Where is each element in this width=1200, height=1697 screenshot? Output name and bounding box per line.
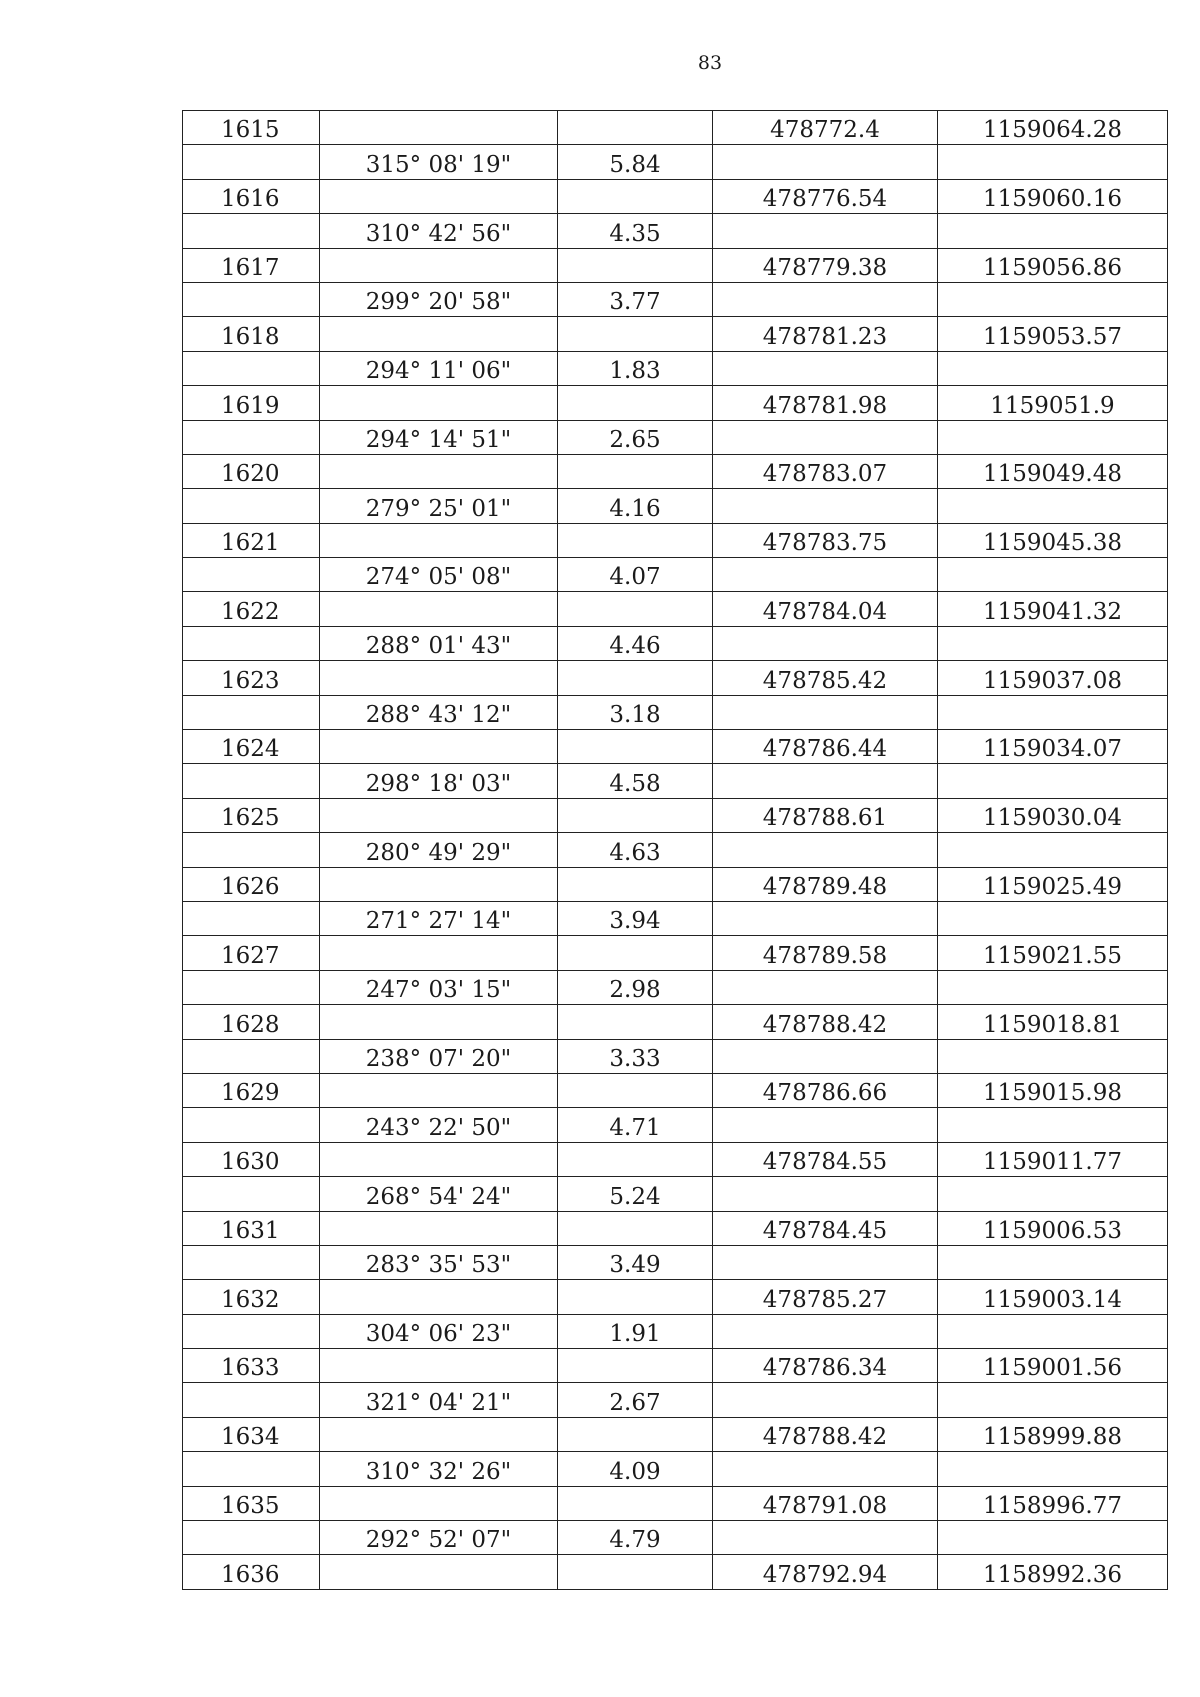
station-row — [183, 1417, 1168, 1451]
northing-cell: 478788.42 — [713, 1417, 938, 1451]
empty-cell — [183, 764, 320, 798]
station-id-cell: 1616 — [183, 179, 320, 213]
distance-cell: 4.35 — [558, 214, 713, 248]
empty-cell — [558, 248, 713, 282]
northing-cell: 478788.61 — [713, 798, 938, 832]
empty-cell — [320, 111, 558, 145]
leg-row — [183, 145, 1168, 179]
empty-cell — [713, 626, 938, 660]
station-row — [183, 523, 1168, 557]
easting-cell: 1158996.77 — [938, 1486, 1168, 1520]
station-row — [183, 798, 1168, 832]
empty-cell — [320, 730, 558, 764]
northing-cell: 478784.55 — [713, 1142, 938, 1176]
easting-cell: 1159053.57 — [938, 317, 1168, 351]
station-id-cell: 1634 — [183, 1417, 320, 1451]
easting-cell: 1159041.32 — [938, 592, 1168, 626]
empty-cell — [938, 420, 1168, 454]
page-number: 83 — [697, 52, 723, 74]
leg-row — [183, 558, 1168, 592]
distance-cell: 3.49 — [558, 1245, 713, 1279]
bearing-cell: 321° 04' 21" — [320, 1383, 558, 1417]
leg-row — [183, 282, 1168, 316]
empty-cell — [320, 661, 558, 695]
empty-cell — [320, 454, 558, 488]
station-row — [183, 179, 1168, 213]
empty-cell — [558, 798, 713, 832]
empty-cell — [183, 833, 320, 867]
bearing-cell: 288° 01' 43" — [320, 626, 558, 660]
empty-cell — [558, 1073, 713, 1107]
empty-cell — [938, 1108, 1168, 1142]
easting-cell: 1159064.28 — [938, 111, 1168, 145]
station-row — [183, 454, 1168, 488]
empty-cell — [183, 1039, 320, 1073]
easting-cell: 1159025.49 — [938, 867, 1168, 901]
bearing-cell: 294° 11' 06" — [320, 351, 558, 385]
station-row — [183, 1555, 1168, 1589]
empty-cell — [713, 1108, 938, 1142]
empty-cell — [183, 214, 320, 248]
station-row — [183, 111, 1168, 145]
empty-cell — [938, 1039, 1168, 1073]
northing-cell: 478792.94 — [713, 1555, 938, 1589]
empty-cell — [713, 1452, 938, 1486]
empty-cell — [558, 1005, 713, 1039]
distance-cell: 4.79 — [558, 1521, 713, 1555]
easting-cell: 1158992.36 — [938, 1555, 1168, 1589]
station-id-cell: 1632 — [183, 1280, 320, 1314]
station-id-cell: 1627 — [183, 936, 320, 970]
empty-cell — [183, 626, 320, 660]
station-row — [183, 661, 1168, 695]
leg-row — [183, 1108, 1168, 1142]
easting-cell: 1159049.48 — [938, 454, 1168, 488]
distance-cell: 4.09 — [558, 1452, 713, 1486]
empty-cell — [320, 592, 558, 626]
easting-cell: 1158999.88 — [938, 1417, 1168, 1451]
empty-cell — [183, 351, 320, 385]
empty-cell — [320, 1073, 558, 1107]
easting-cell: 1159018.81 — [938, 1005, 1168, 1039]
empty-cell — [713, 489, 938, 523]
bearing-cell: 298° 18' 03" — [320, 764, 558, 798]
bearing-cell: 243° 22' 50" — [320, 1108, 558, 1142]
leg-row — [183, 1521, 1168, 1555]
empty-cell — [558, 1349, 713, 1383]
empty-cell — [558, 386, 713, 420]
empty-cell — [558, 317, 713, 351]
empty-cell — [713, 1521, 938, 1555]
station-id-cell: 1622 — [183, 592, 320, 626]
easting-cell: 1159034.07 — [938, 730, 1168, 764]
leg-row — [183, 214, 1168, 248]
empty-cell — [183, 145, 320, 179]
leg-row — [183, 626, 1168, 660]
empty-cell — [558, 592, 713, 626]
distance-cell: 5.24 — [558, 1177, 713, 1211]
empty-cell — [938, 695, 1168, 729]
station-id-cell: 1618 — [183, 317, 320, 351]
empty-cell — [713, 1314, 938, 1348]
station-id-cell: 1629 — [183, 1073, 320, 1107]
empty-cell — [938, 901, 1168, 935]
empty-cell — [713, 282, 938, 316]
station-row — [183, 386, 1168, 420]
bearing-cell: 279° 25' 01" — [320, 489, 558, 523]
station-id-cell: 1635 — [183, 1486, 320, 1520]
distance-cell: 5.84 — [558, 145, 713, 179]
distance-cell: 2.65 — [558, 420, 713, 454]
station-id-cell: 1633 — [183, 1349, 320, 1383]
station-id-cell: 1631 — [183, 1211, 320, 1245]
empty-cell — [320, 1142, 558, 1176]
empty-cell — [183, 1177, 320, 1211]
empty-cell — [938, 558, 1168, 592]
empty-cell — [558, 1280, 713, 1314]
northing-cell: 478786.44 — [713, 730, 938, 764]
empty-cell — [183, 1521, 320, 1555]
empty-cell — [320, 867, 558, 901]
empty-cell — [713, 695, 938, 729]
empty-cell — [938, 970, 1168, 1004]
bearing-cell: 315° 08' 19" — [320, 145, 558, 179]
distance-cell: 2.98 — [558, 970, 713, 1004]
northing-cell: 478786.66 — [713, 1073, 938, 1107]
northing-cell: 478785.42 — [713, 661, 938, 695]
bearing-cell: 271° 27' 14" — [320, 901, 558, 935]
station-row — [183, 1349, 1168, 1383]
station-id-cell: 1625 — [183, 798, 320, 832]
empty-cell — [183, 970, 320, 1004]
distance-cell: 4.58 — [558, 764, 713, 798]
empty-cell — [713, 901, 938, 935]
leg-row — [183, 1383, 1168, 1417]
easting-cell: 1159011.77 — [938, 1142, 1168, 1176]
empty-cell — [320, 248, 558, 282]
station-row — [183, 936, 1168, 970]
empty-cell — [320, 798, 558, 832]
northing-cell: 478784.04 — [713, 592, 938, 626]
empty-cell — [713, 420, 938, 454]
empty-cell — [558, 179, 713, 213]
leg-row — [183, 901, 1168, 935]
empty-cell — [320, 1280, 558, 1314]
empty-cell — [558, 661, 713, 695]
empty-cell — [320, 317, 558, 351]
easting-cell: 1159003.14 — [938, 1280, 1168, 1314]
empty-cell — [320, 179, 558, 213]
station-row — [183, 1005, 1168, 1039]
bearing-cell: 310° 42' 56" — [320, 214, 558, 248]
empty-cell — [713, 1177, 938, 1211]
distance-cell: 2.67 — [558, 1383, 713, 1417]
easting-cell: 1159060.16 — [938, 179, 1168, 213]
table-body — [183, 111, 1168, 1590]
distance-cell: 4.63 — [558, 833, 713, 867]
station-row — [183, 730, 1168, 764]
bearing-cell: 304° 06' 23" — [320, 1314, 558, 1348]
bearing-cell: 268° 54' 24" — [320, 1177, 558, 1211]
empty-cell — [320, 1349, 558, 1383]
easting-cell: 1159015.98 — [938, 1073, 1168, 1107]
station-id-cell: 1617 — [183, 248, 320, 282]
empty-cell — [320, 386, 558, 420]
northing-cell: 478784.45 — [713, 1211, 938, 1245]
station-row — [183, 1280, 1168, 1314]
bearing-cell: 299° 20' 58" — [320, 282, 558, 316]
bearing-cell: 247° 03' 15" — [320, 970, 558, 1004]
leg-row — [183, 970, 1168, 1004]
northing-cell: 478781.98 — [713, 386, 938, 420]
northing-cell: 478789.48 — [713, 867, 938, 901]
empty-cell — [558, 111, 713, 145]
easting-cell: 1159001.56 — [938, 1349, 1168, 1383]
survey-coordinates-table — [182, 110, 1168, 1590]
station-id-cell: 1615 — [183, 111, 320, 145]
bearing-cell: 274° 05' 08" — [320, 558, 558, 592]
distance-cell: 4.16 — [558, 489, 713, 523]
station-id-cell: 1619 — [183, 386, 320, 420]
empty-cell — [938, 1521, 1168, 1555]
station-id-cell: 1630 — [183, 1142, 320, 1176]
empty-cell — [938, 1452, 1168, 1486]
bearing-cell: 292° 52' 07" — [320, 1521, 558, 1555]
bearing-cell: 288° 43' 12" — [320, 695, 558, 729]
empty-cell — [938, 282, 1168, 316]
empty-cell — [713, 214, 938, 248]
empty-cell — [713, 833, 938, 867]
easting-cell: 1159021.55 — [938, 936, 1168, 970]
empty-cell — [938, 351, 1168, 385]
northing-cell: 478791.08 — [713, 1486, 938, 1520]
distance-cell: 4.46 — [558, 626, 713, 660]
empty-cell — [713, 764, 938, 798]
easting-cell: 1159056.86 — [938, 248, 1168, 282]
empty-cell — [183, 1452, 320, 1486]
empty-cell — [938, 626, 1168, 660]
bearing-cell: 310° 32' 26" — [320, 1452, 558, 1486]
distance-cell: 3.33 — [558, 1039, 713, 1073]
station-row — [183, 867, 1168, 901]
empty-cell — [320, 1005, 558, 1039]
empty-cell — [558, 1417, 713, 1451]
bearing-cell: 294° 14' 51" — [320, 420, 558, 454]
station-id-cell: 1626 — [183, 867, 320, 901]
northing-cell: 478783.07 — [713, 454, 938, 488]
empty-cell — [558, 1555, 713, 1589]
leg-row — [183, 1245, 1168, 1279]
northing-cell: 478776.54 — [713, 179, 938, 213]
station-row — [183, 1142, 1168, 1176]
empty-cell — [938, 764, 1168, 798]
leg-row — [183, 1039, 1168, 1073]
empty-cell — [183, 1108, 320, 1142]
empty-cell — [183, 489, 320, 523]
northing-cell: 478789.58 — [713, 936, 938, 970]
easting-cell: 1159006.53 — [938, 1211, 1168, 1245]
leg-row — [183, 351, 1168, 385]
leg-row — [183, 695, 1168, 729]
empty-cell — [320, 1211, 558, 1245]
bearing-cell: 238° 07' 20" — [320, 1039, 558, 1073]
empty-cell — [183, 695, 320, 729]
easting-cell: 1159051.9 — [938, 386, 1168, 420]
bearing-cell: 283° 35' 53" — [320, 1245, 558, 1279]
empty-cell — [713, 558, 938, 592]
easting-cell: 1159037.08 — [938, 661, 1168, 695]
station-id-cell: 1620 — [183, 454, 320, 488]
empty-cell — [713, 970, 938, 1004]
empty-cell — [183, 1314, 320, 1348]
station-id-cell: 1624 — [183, 730, 320, 764]
empty-cell — [938, 1245, 1168, 1279]
empty-cell — [558, 1211, 713, 1245]
empty-cell — [183, 420, 320, 454]
empty-cell — [938, 214, 1168, 248]
empty-cell — [183, 1245, 320, 1279]
northing-cell: 478772.4 — [713, 111, 938, 145]
station-row — [183, 317, 1168, 351]
station-row — [183, 1486, 1168, 1520]
empty-cell — [938, 1314, 1168, 1348]
empty-cell — [938, 1177, 1168, 1211]
empty-cell — [320, 1417, 558, 1451]
northing-cell: 478783.75 — [713, 523, 938, 557]
station-row — [183, 1211, 1168, 1245]
leg-row — [183, 833, 1168, 867]
empty-cell — [713, 1383, 938, 1417]
leg-row — [183, 1177, 1168, 1211]
empty-cell — [320, 1486, 558, 1520]
distance-cell: 3.77 — [558, 282, 713, 316]
empty-cell — [938, 489, 1168, 523]
empty-cell — [320, 523, 558, 557]
empty-cell — [713, 145, 938, 179]
empty-cell — [183, 558, 320, 592]
empty-cell — [713, 1039, 938, 1073]
easting-cell: 1159045.38 — [938, 523, 1168, 557]
empty-cell — [320, 936, 558, 970]
distance-cell: 4.07 — [558, 558, 713, 592]
empty-cell — [938, 833, 1168, 867]
station-id-cell: 1636 — [183, 1555, 320, 1589]
distance-cell: 3.18 — [558, 695, 713, 729]
northing-cell: 478786.34 — [713, 1349, 938, 1383]
empty-cell — [558, 454, 713, 488]
station-row — [183, 592, 1168, 626]
station-row — [183, 248, 1168, 282]
empty-cell — [558, 730, 713, 764]
bearing-cell: 280° 49' 29" — [320, 833, 558, 867]
empty-cell — [713, 1245, 938, 1279]
distance-cell: 1.91 — [558, 1314, 713, 1348]
distance-cell: 3.94 — [558, 901, 713, 935]
empty-cell — [558, 936, 713, 970]
empty-cell — [558, 867, 713, 901]
leg-row — [183, 764, 1168, 798]
leg-row — [183, 489, 1168, 523]
station-id-cell: 1628 — [183, 1005, 320, 1039]
leg-row — [183, 1452, 1168, 1486]
easting-cell: 1159030.04 — [938, 798, 1168, 832]
leg-row — [183, 420, 1168, 454]
distance-cell: 1.83 — [558, 351, 713, 385]
leg-row — [183, 1314, 1168, 1348]
northing-cell: 478781.23 — [713, 317, 938, 351]
empty-cell — [558, 1142, 713, 1176]
station-id-cell: 1621 — [183, 523, 320, 557]
distance-cell: 4.71 — [558, 1108, 713, 1142]
station-id-cell: 1623 — [183, 661, 320, 695]
empty-cell — [183, 1383, 320, 1417]
northing-cell: 478785.27 — [713, 1280, 938, 1314]
empty-cell — [938, 1383, 1168, 1417]
northing-cell: 478779.38 — [713, 248, 938, 282]
empty-cell — [558, 1486, 713, 1520]
empty-cell — [713, 351, 938, 385]
empty-cell — [320, 1555, 558, 1589]
empty-cell — [183, 901, 320, 935]
empty-cell — [183, 282, 320, 316]
empty-cell — [938, 145, 1168, 179]
northing-cell: 478788.42 — [713, 1005, 938, 1039]
empty-cell — [558, 523, 713, 557]
station-row — [183, 1073, 1168, 1107]
